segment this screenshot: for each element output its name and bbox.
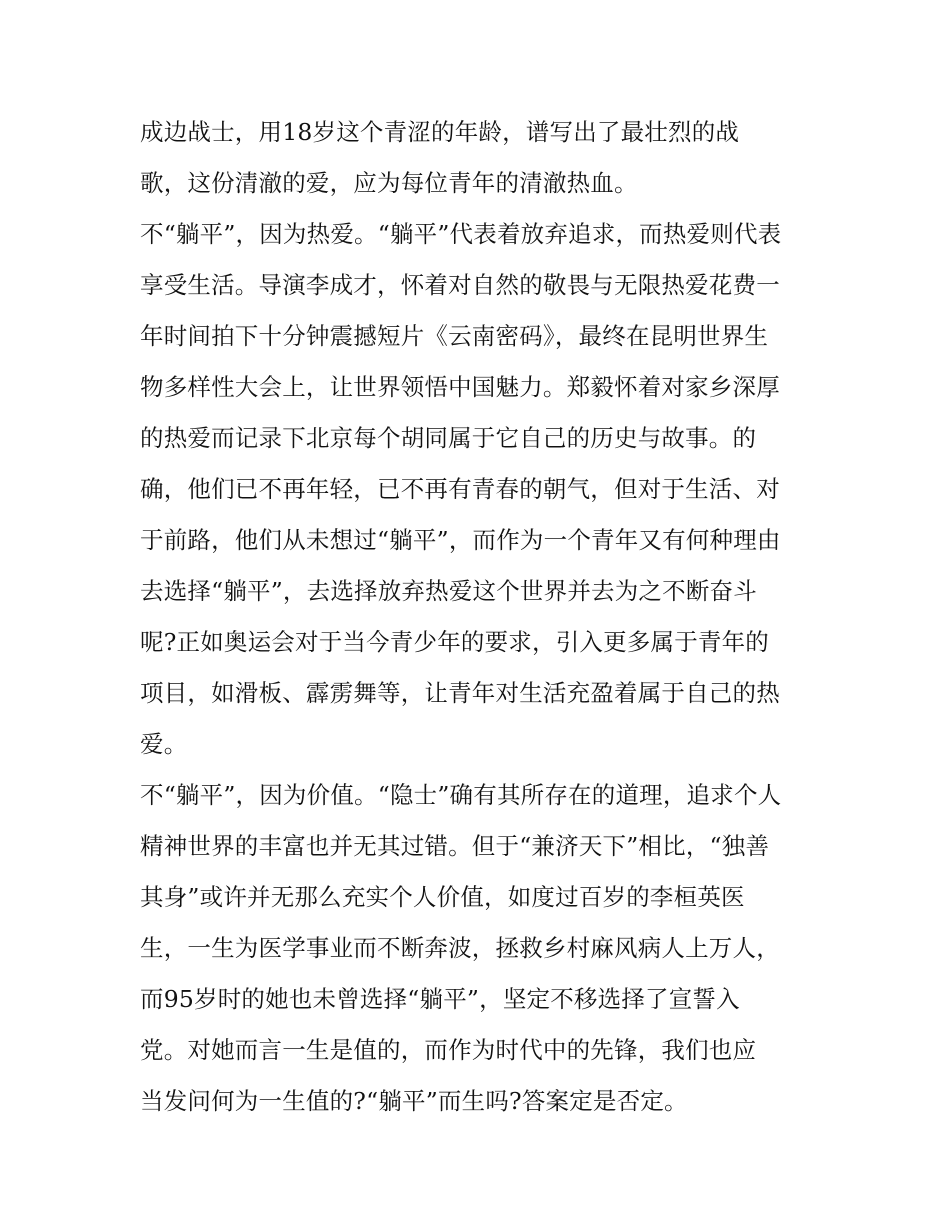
text-line: 生，一生为医学事业而不断奔波，拯救乡村麻风病人上万人， (140, 934, 780, 962)
text-line: 享受生活。导演李成才，怀着对自然的敬畏与无限热爱花费一 (140, 271, 780, 299)
text-line: 的热爱而记录下北京每个胡同属于它自己的历史与故事。的 (140, 424, 757, 452)
text-line: 不“躺平”，因为热爱。“躺平”代表着放弃追求，而热爱则代表 (140, 220, 782, 248)
text-line: 物多样性大会上，让世界领悟中国魅力。郑毅怀着对家乡深厚 (140, 373, 780, 401)
text-line: 当发问何为一生值的?“躺平”而生吗?答案定是否定。 (140, 1087, 688, 1115)
text-line: 党。对她而言一生是值的，而作为时代中的先锋，我们也应 (140, 1036, 757, 1064)
text-line: 不“躺平”，因为价值。“隐士”确有其所存在的道理，追求个人 (140, 781, 782, 809)
text-line: 于前路，他们从未想过“躺平”，而作为一个青年又有何种理由 (140, 526, 781, 554)
text-line: 成边战士，用18岁这个青涩的年龄，谱写出了最壮烈的战 (140, 118, 740, 146)
text-line: 项目，如滑板、霹雳舞等，让青年对生活充盈着属于自己的热 (140, 679, 780, 707)
text-line: 去选择“躺平”，去选择放弃热爱这个世界并去为之不断奋斗 (140, 577, 757, 605)
text-line: 而95岁时的她也未曾选择“躺平”，坚定不移选择了宣誓入 (140, 985, 740, 1013)
text-line: 年时间拍下十分钟震撼短片《云南密码》，最终在昆明世界生 (140, 322, 769, 350)
text-line: 歌，这份清澈的爱，应为每位青年的清澈热血。 (140, 169, 638, 197)
text-line: 精神世界的丰富也并无其过错。但于“兼济天下”相比，“独善 (140, 832, 770, 860)
essay-text (140, 107, 820, 1127)
text-line: 呢?正如奥运会对于当今青少年的要求，引入更多属于青年的 (140, 628, 769, 656)
text-line: 确，他们已不再年轻，已不再有青春的朝气，但对于生活、对 (140, 475, 780, 503)
text-line: 爱。 (140, 730, 188, 758)
text-line: 其身”或许并无那么充实个人价值，如度过百岁的李桓英医 (140, 883, 745, 911)
